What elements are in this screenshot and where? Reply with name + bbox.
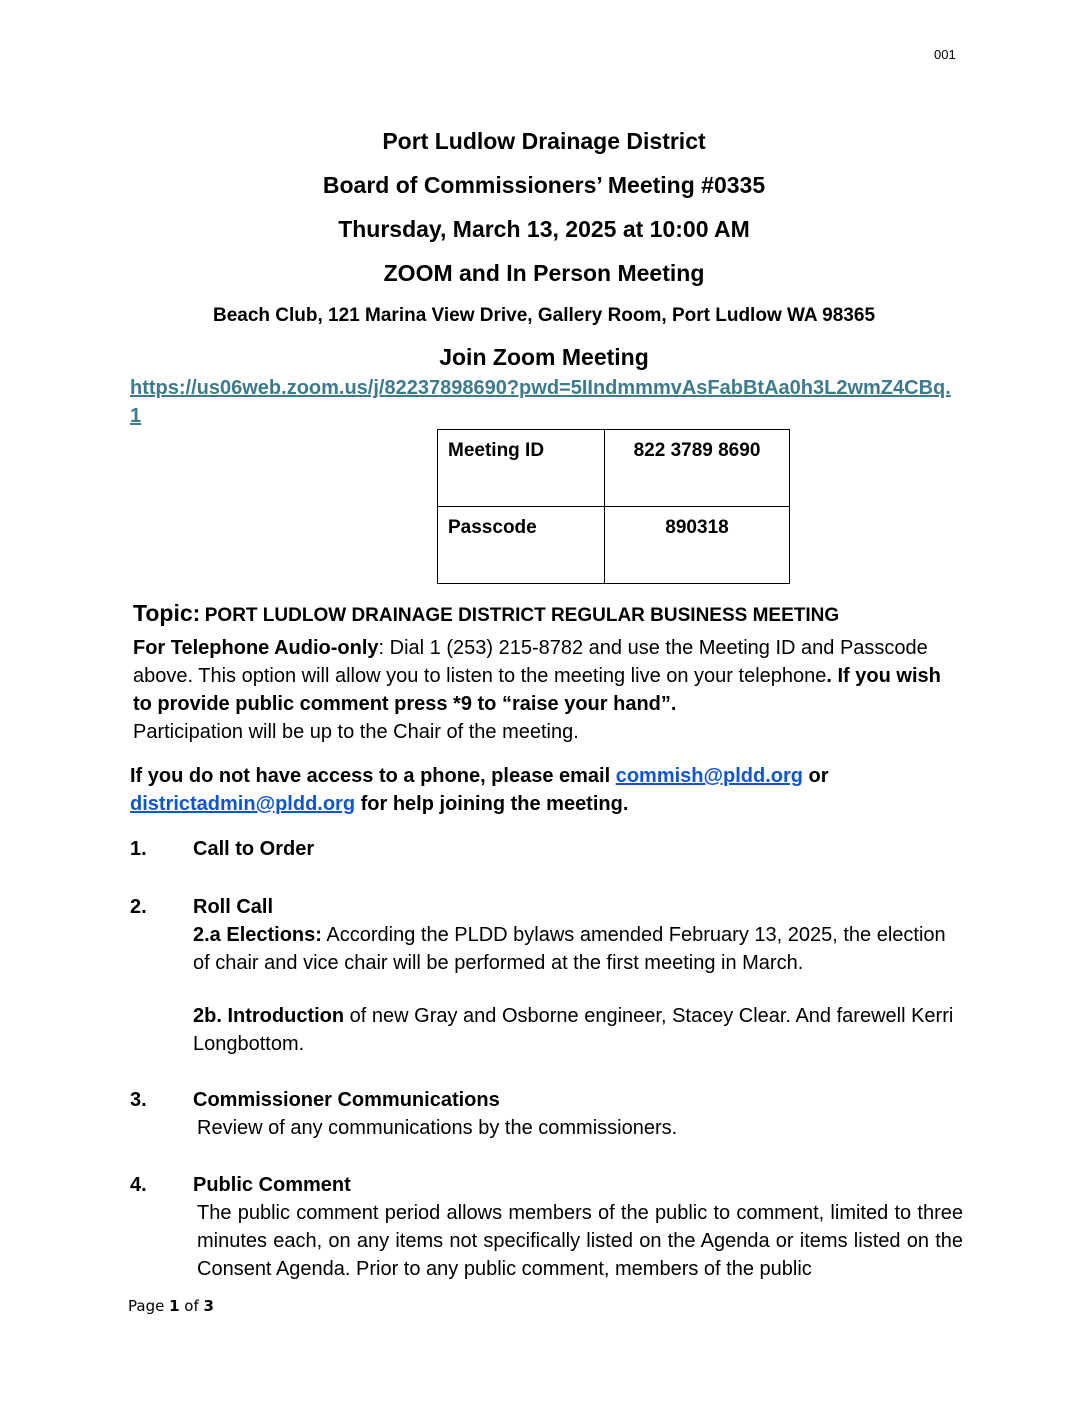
- access-text-1: If you do not have access to a phone, please email: [130, 765, 616, 787]
- agenda-item-description: Review of any communications by the commissioners.: [197, 1117, 678, 1139]
- footer-current-page: 1: [169, 1297, 180, 1315]
- agenda-item-number: 1.: [130, 838, 147, 860]
- elections-label: 2.a Elections:: [193, 924, 322, 946]
- telephone-text: : Dial 1 (253) 215-8782 and use the Meeting ID and Passcode above. This option will allow you to listen to the meeting live on your telephone: [133, 637, 928, 687]
- introduction-label: 2b. Introduction: [193, 1005, 345, 1027]
- participation-text: Participation will be up to the Chair of the meeting.: [133, 721, 579, 743]
- districtadmin-email-link[interactable]: districtadmin@pldd.org: [130, 793, 356, 815]
- agenda-item-title: Public Comment: [193, 1174, 351, 1196]
- meeting-format: ZOOM and In Person Meeting: [383, 260, 705, 286]
- introduction-paragraph: [193, 1002, 963, 1058]
- introduction-text: of new Gray and Osborne engineer, Stacey Clear. And farewell Kerri Longbottom.: [193, 1005, 954, 1055]
- access-text-2: or: [803, 765, 829, 787]
- telephone-paragraph: [133, 634, 963, 746]
- commish-email-link[interactable]: commish@pldd.org: [615, 765, 803, 787]
- zoom-link-container: [130, 374, 960, 430]
- elections-paragraph: [193, 921, 963, 977]
- elections-text: According the PLDD bylaws amended February 13, 2025, the election of chair and vice chair will be performed at the first meeting in March.: [193, 924, 946, 974]
- agenda-item-number: 2.: [130, 896, 147, 918]
- meeting-id-label: Meeting ID: [438, 430, 605, 507]
- page-number: 001: [934, 47, 956, 62]
- access-paragraph: [130, 762, 970, 818]
- table-row: [438, 430, 790, 507]
- footer-of: of: [179, 1297, 204, 1315]
- passcode-value: 890318: [605, 507, 790, 584]
- meeting-credentials-table: [437, 429, 790, 584]
- footer-total-pages: 3: [203, 1297, 214, 1315]
- join-zoom-heading: Join Zoom Meeting: [439, 344, 649, 370]
- topic-line: [133, 600, 839, 627]
- meeting-datetime: Thursday, March 13, 2025 at 10:00 AM: [338, 216, 750, 242]
- agenda-item-description: The public comment period allows members of the public to comment, limited to three minutes each, on any items not specifically listed on the Agenda or items listed on the Consent Agenda. Prior to any public comment, members of the public: [197, 1202, 963, 1280]
- topic-label: Topic:: [133, 600, 201, 626]
- agenda-item-number: 3.: [130, 1089, 147, 1111]
- table-row: [438, 507, 790, 584]
- raise-hand-text: . If you wish to provide public comment press *9 to “raise your hand”.: [133, 665, 941, 715]
- meeting-title: Board of Commissioners’ Meeting #0335: [322, 172, 766, 198]
- access-text-3: for help joining the meeting.: [355, 793, 629, 815]
- agenda-item-title: Roll Call: [193, 896, 274, 918]
- telephone-label: For Telephone Audio-only: [133, 637, 379, 659]
- agenda-item-title: Call to Order: [193, 838, 315, 860]
- agenda-item-number: 4.: [130, 1174, 147, 1196]
- page-footer: [128, 1297, 214, 1315]
- passcode-label: Passcode: [438, 507, 605, 584]
- topic-text: PORT LUDLOW DRAINAGE DISTRICT REGULAR BUSINESS MEETING: [204, 605, 840, 626]
- meeting-id-value: 822 3789 8690: [605, 430, 790, 507]
- agenda-item-title: Commissioner Communications: [193, 1089, 500, 1111]
- footer-page-label: Page: [128, 1297, 170, 1315]
- zoom-meeting-link[interactable]: https://us06web.zoom.us/j/82237898690?pwd=5IIndmmmvAsFabBtAa0h3L2wmZ4CBq.1: [130, 377, 951, 427]
- org-title: Port Ludlow Drainage District: [382, 128, 706, 154]
- meeting-location: Beach Club, 121 Marina View Drive, Gallery Room, Port Ludlow WA 98365: [212, 305, 876, 326]
